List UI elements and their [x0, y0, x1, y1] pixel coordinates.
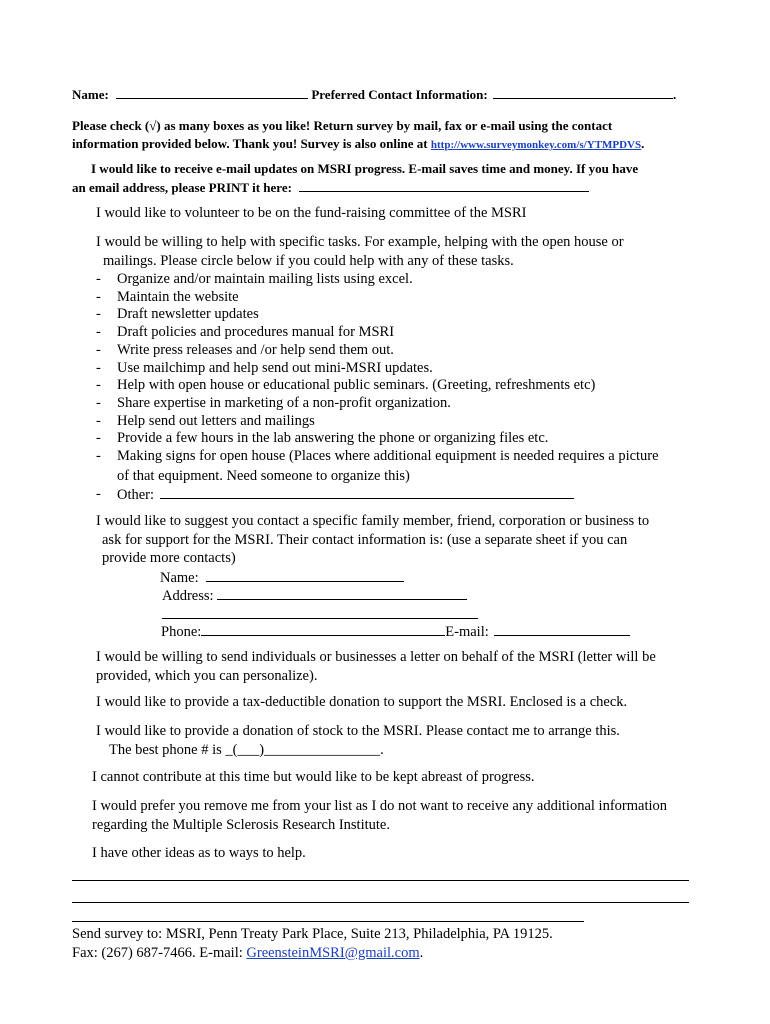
task-dash: - [96, 413, 101, 429]
stock-phone-label: The best phone # is [109, 742, 222, 758]
suggest-phone-field[interactable] [201, 622, 445, 636]
task-item[interactable]: Help send out letters and mailings [117, 413, 315, 429]
task-item[interactable]: Use mailchimp and help send out mini-MSRI updates. [117, 360, 433, 376]
tasks-line-2: mailings. Please circle below if you could help with any of these tasks. [103, 253, 514, 269]
fax-label: Fax: (267) 687-7466. E-mail: [72, 945, 243, 961]
task-item[interactable]: Making signs for open house (Places where additional equipment is needed requires a picture [117, 448, 659, 464]
address-line-2[interactable] [162, 618, 478, 619]
task-dash: - [96, 395, 101, 411]
suggest-address-row [162, 586, 467, 605]
ideas-line-1[interactable] [72, 880, 689, 881]
stock-phone-field[interactable]: _(___)________________ [225, 742, 381, 758]
remove-line-2: regarding the Multiple Sclerosis Research Institute. [92, 817, 390, 833]
suggest-phone-row [161, 622, 630, 641]
letter-line-1[interactable]: I would be willing to send individuals or businesses a letter on behalf of the MSRI (letter will be [96, 649, 656, 665]
email-updates-label: an email address, please PRINT it here: [72, 180, 292, 195]
task-dash: - [96, 448, 101, 464]
task-item[interactable]: Write press releases and /or help send them out. [117, 342, 394, 358]
suggest-name-label: Name: [160, 570, 199, 586]
contact-field[interactable] [493, 85, 673, 99]
suggest-email-label: E-mail: [445, 624, 489, 640]
task-item[interactable]: Organize and/or maintain mailing lists using excel. [117, 271, 413, 287]
suggest-name-field[interactable] [206, 568, 404, 582]
stock-phone-row [109, 741, 384, 759]
period: . [641, 136, 645, 151]
suggest-line-3: provide more contacts) [102, 550, 236, 566]
task-item-continuation: of that equipment. Need someone to organize this) [117, 468, 410, 484]
stock-line-1[interactable]: I would like to provide a donation of stock to the MSRI. Please contact me to arrange this. [96, 723, 620, 739]
contact-label: Preferred Contact Information: [311, 87, 488, 102]
ideas-option[interactable]: I have other ideas as to ways to help. [92, 845, 306, 861]
task-dash: - [96, 360, 101, 376]
other-field[interactable] [160, 485, 574, 499]
fax-email-line [72, 944, 423, 962]
task-item[interactable]: Draft policies and procedures manual for MSRI [117, 324, 395, 340]
volunteer-option[interactable]: I would like to volunteer to be on the fund-raising committee of the MSRI [96, 205, 527, 221]
period: . [380, 742, 384, 758]
suggest-email-field[interactable] [494, 622, 630, 636]
intro-line-1: Please check (√) as many boxes as you like! Return survey by mail, fax or e-mail using the contact [72, 118, 613, 133]
task-dash: - [96, 486, 101, 502]
suggest-name-row [160, 568, 404, 587]
intro-line-2 [72, 135, 644, 154]
period: . [419, 945, 424, 961]
other-label: Other: [117, 487, 155, 503]
task-dash: - [96, 324, 101, 340]
header-line [72, 85, 676, 104]
footer-divider [72, 921, 584, 922]
task-item[interactable]: Provide a few hours in the lab answering the phone or organizing files etc. [117, 430, 549, 446]
contact-email-link[interactable]: GreensteinMSRI@gmail.com [246, 945, 420, 961]
task-dash: - [96, 342, 101, 358]
task-dash: - [96, 430, 101, 446]
suggest-phone-label: Phone: [161, 624, 202, 640]
task-item[interactable]: Help with open house or educational public seminars. (Greeting, refreshments etc) [117, 377, 596, 393]
intro-text: information provided below. Thank you! Survey is also online at [72, 136, 428, 151]
email-address-field[interactable] [299, 178, 589, 192]
task-dash: - [96, 289, 101, 305]
remove-line-1[interactable]: I would prefer you remove me from your list as I do not want to receive any additional information [92, 798, 668, 814]
survey-link[interactable]: http://www.surveymonkey.com/s/YTMPDVS [430, 139, 642, 151]
task-item[interactable]: Share expertise in marketing of a non-profit organization. [117, 395, 451, 411]
cannot-contribute-option[interactable]: I cannot contribute at this time but would like to be kept abreast of progress. [92, 769, 535, 785]
send-survey-line: Send survey to: MSRI, Penn Treaty Park Place, Suite 213, Philadelphia, PA 19125. [72, 926, 553, 942]
task-item[interactable]: Maintain the website [117, 289, 239, 305]
email-updates-line-1: I would like to receive e-mail updates on MSRI progress. E-mail saves time and money. If you have [91, 161, 639, 176]
ideas-line-2[interactable] [72, 902, 689, 903]
task-dash: - [96, 377, 101, 393]
email-updates-line-2 [72, 178, 589, 197]
task-dash: - [96, 306, 101, 322]
suggest-line-1[interactable]: I would like to suggest you contact a specific family member, friend, corporation or business to [96, 513, 650, 529]
donation-option[interactable]: I would like to provide a tax-deductible donation to support the MSRI. Enclosed is a check. [96, 694, 628, 710]
suggest-address-label: Address: [162, 588, 214, 604]
letter-line-2: provided, which you can personalize). [96, 668, 318, 684]
task-dash: - [96, 271, 101, 287]
tasks-line-1[interactable]: I would be willing to help with specific tasks. For example, helping with the open house or [96, 234, 624, 250]
name-label: Name: [72, 87, 109, 102]
suggest-line-2: ask for support for the MSRI. Their contact information is: (use a separate sheet if you can [102, 532, 628, 548]
name-field[interactable] [116, 85, 308, 99]
suggest-address-field[interactable] [217, 586, 467, 600]
task-other[interactable] [117, 485, 574, 504]
period: . [673, 87, 677, 102]
task-item[interactable]: Draft newsletter updates [117, 306, 259, 322]
